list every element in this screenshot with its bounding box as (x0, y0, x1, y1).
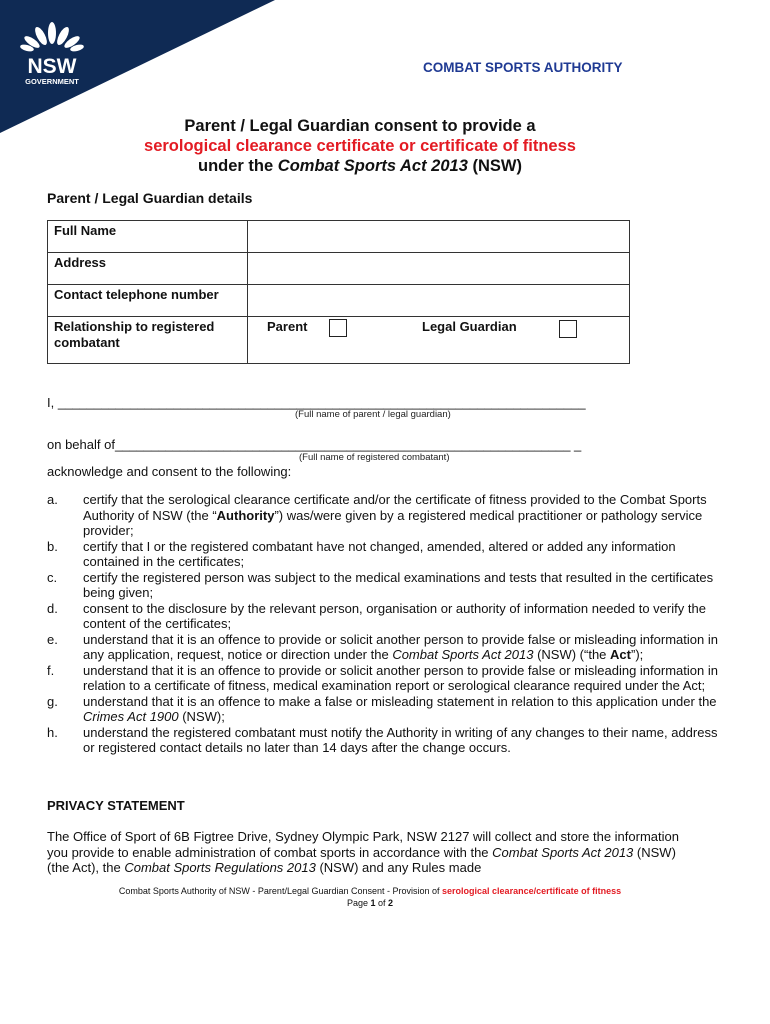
title-line-2: serological clearance certificate or certificate of fitness (144, 137, 576, 155)
item-marker: b. (47, 538, 58, 554)
item-text: certify the registered person was subject to the medical examinations and tests that resulted in the certificates being given; (83, 569, 714, 600)
title-nsw: (NSW) (467, 157, 522, 175)
item-text: certify that I or the registered combatant have not changed, amended, altered or added any information contained in the certificates; (83, 538, 676, 569)
telephone-label: Contact telephone number (48, 285, 248, 317)
item-marker: a. (47, 492, 58, 507)
full-name-label: Full Name (48, 221, 248, 253)
item-bold: Act (610, 647, 631, 662)
consent-list (47, 492, 727, 756)
list-item (47, 492, 727, 539)
telephone-field[interactable] (248, 285, 630, 317)
list-item (47, 601, 727, 632)
item-marker: h. (47, 724, 58, 740)
item-italic: Combat Sports Act 2013 (392, 647, 534, 662)
item-text: understand that it is an offence to provide or solicit another person to provide false or misleading information in relation to a certificate of fitness, medical examination report or serological clearance required under the Act; (83, 662, 718, 693)
privacy-part: (NSW) (the Act), the (47, 844, 676, 875)
item-marker: d. (47, 600, 58, 616)
item-text: consent to the disclosure by the relevant person, organisation or authority of information needed to verify the content of the certificates; (83, 600, 706, 631)
item-italic: Crimes Act 1900 (83, 709, 179, 724)
privacy-part: The Office of Sport of 6B Figtree Drive, Sydney Olympic Park, NSW 2127 will collect and store the information you provide to enable administration of combat sports in accordance with the (47, 829, 679, 860)
title-line-3 (0, 156, 720, 176)
item-text: ”); (630, 647, 644, 662)
item-marker: e. (47, 631, 58, 647)
title-under: under the (198, 157, 278, 175)
item-text: understand the registered combatant must notify the Authority in writing of any changes to their name, address or registered contact details no later than 14 days after the change occurs. (83, 724, 718, 755)
guardian-checkbox[interactable] (559, 320, 577, 338)
acknowledge-text: acknowledge and consent to the following: (47, 464, 292, 479)
item-marker: g. (47, 693, 58, 709)
item-bold: Authority (216, 507, 275, 523)
footer-page-total: 2 (388, 898, 394, 908)
privacy-text (47, 829, 687, 876)
privacy-regulations: Combat Sports Regulations 2013 (124, 860, 316, 875)
relationship-label: Relationship to registered combatant (48, 317, 248, 364)
details-heading: Parent / Legal Guardian details (47, 190, 253, 206)
page-footer (0, 885, 740, 909)
address-label: Address (48, 253, 248, 285)
list-item (47, 539, 727, 570)
logo-word: NSW (27, 55, 77, 78)
combatant-name-hint: (Full name of registered combatant) (299, 452, 450, 463)
parent-checkbox[interactable] (329, 319, 347, 337)
parent-option-label: Parent (267, 319, 308, 334)
list-item (47, 694, 727, 725)
details-table (47, 220, 630, 364)
guardian-option-label: Legal Guardian (422, 319, 517, 334)
privacy-act: Combat Sports Act 2013 (492, 844, 634, 860)
footer-page-number: 1 (370, 898, 376, 908)
authority-name: COMBAT SPORTS AUTHORITY (423, 60, 623, 75)
item-text: understand that it is an offence to provide or solicit another person to provide false or misleading information in any application, request, notice or direction under the (83, 631, 718, 662)
footer-highlight: serological clearance/certificate of fitness (442, 886, 622, 896)
relationship-field (248, 317, 630, 364)
item-marker: f. (47, 662, 55, 678)
title-line-1: Parent / Legal Guardian consent to provide a (184, 117, 536, 135)
footer-of-word: of (375, 898, 389, 908)
list-item (47, 632, 727, 663)
item-text: (NSW); (178, 709, 225, 724)
parent-name-hint: (Full name of parent / legal guardian) (295, 409, 451, 420)
list-item (47, 570, 727, 601)
footer-text: Combat Sports Authority of NSW - Parent/Legal Guardian Consent - Provision of (118, 886, 443, 896)
page-title (0, 116, 720, 176)
item-text: ”) was/were given by a registered medical practitioner or pathology service provider; (83, 507, 703, 538)
item-text: (NSW) (“the (533, 647, 611, 662)
title-act: Combat Sports Act 2013 (277, 157, 468, 175)
privacy-part: (NSW) and any Rules made (315, 860, 482, 875)
list-item (47, 725, 727, 756)
item-text: understand that it is an offence to make a false or misleading statement in relation to this application under the (83, 693, 717, 709)
full-name-field[interactable] (248, 221, 630, 253)
list-item (47, 663, 727, 694)
item-marker: c. (47, 569, 58, 585)
parent-name-line[interactable]: I, _________________________________________________________________________ (47, 395, 586, 410)
combatant-name-line[interactable]: on behalf of_______________________________________________________________ _ (47, 437, 582, 452)
address-field[interactable] (248, 253, 630, 285)
privacy-heading: PRIVACY STATEMENT (47, 798, 185, 813)
item-text: certify that the serological clearance certificate and/or the certificate of fitness provided to the Combat Sports Authority of NSW (the “ (83, 492, 707, 523)
logo-sub: GOVERNMENT (25, 77, 79, 86)
footer-page-word: Page (346, 898, 371, 908)
